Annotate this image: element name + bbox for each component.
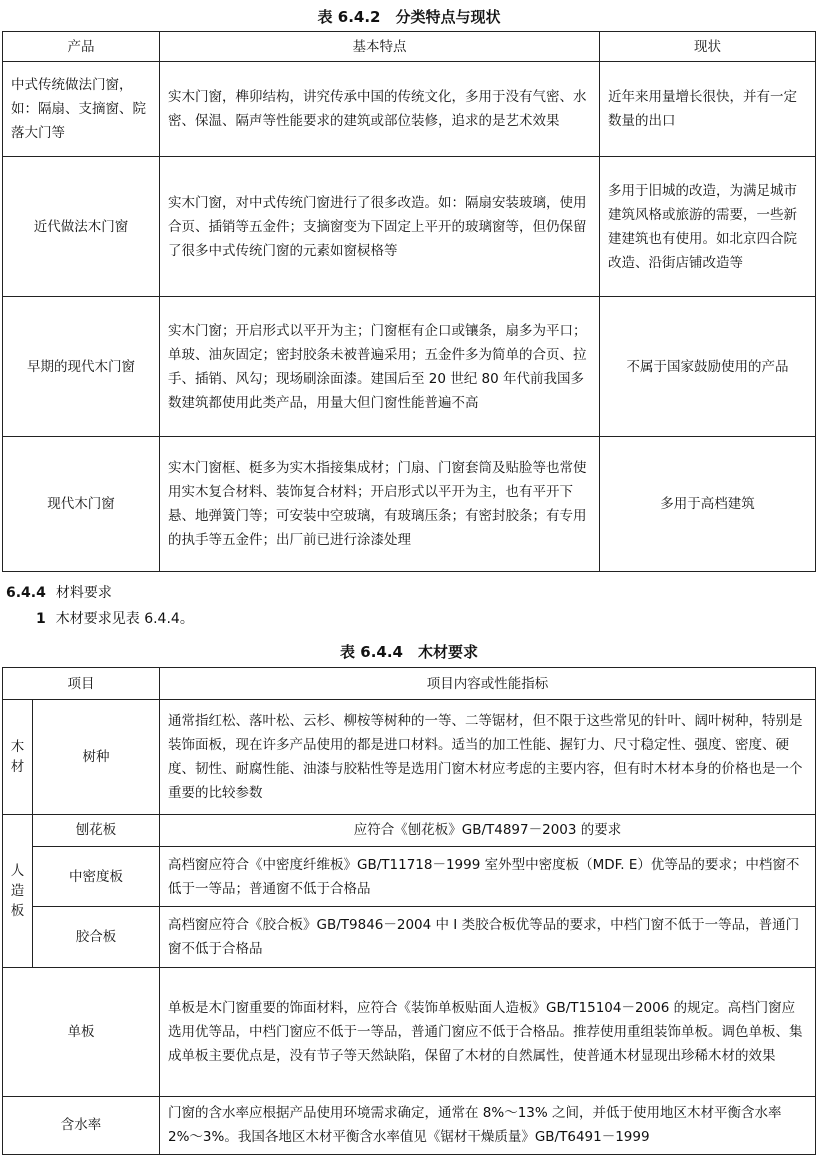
item-number: 1	[36, 611, 46, 627]
content-cell: 高档窗应符合《胶合板》GB/T9846－2004 中 I 类胶合板优等品的要求，中档门窗不低于一等品，普通门窗不低于合格品	[160, 907, 816, 967]
table-row	[3, 437, 816, 572]
header-item: 项目	[3, 668, 160, 700]
header-status: 现状	[600, 32, 816, 62]
classification-table	[2, 31, 816, 572]
wood-requirements-table	[2, 667, 816, 1155]
table-row	[3, 907, 816, 967]
table-row	[3, 967, 816, 1096]
item-cell: 中密度板	[33, 847, 160, 907]
item-cell: 胶合板	[33, 907, 160, 967]
item-cell: 刨花板	[33, 814, 160, 846]
header-product: 产品	[3, 32, 160, 62]
status-cell: 近年来用量增长很快，并有一定数量的出口	[600, 62, 816, 157]
features-cell: 实木门窗框、梃多为实木指接集成材；门扇、门窗套筒及贴脸等也常使用实木复合材料、装饰复合材料；开启形式以平开为主，也有平开下悬、地弹簧门等；可安装中空玻璃，有玻璃压条；有密封胶条；有专用的执手等五金件；出厂前已进行涂漆处理	[160, 437, 600, 572]
features-cell: 实木门窗，榫卯结构，讲究传承中国的传统文化，多用于没有气密、水密、保温、隔声等性能要求的建筑或部位装修，追求的是艺术效果	[160, 62, 600, 157]
status-cell: 多用于旧城的改造，为满足城市建筑风格或旅游的需要，一些新建建筑也有使用。如北京四合院改造、沿街店铺改造等	[600, 157, 816, 297]
features-cell: 实木门窗；开启形式以平开为主；门窗框有企口或镶条，扇多为平口；单玻、油灰固定；密封胶条未被普遍采用；五金件多为简单的合页、拉手、插销、风勾；现场刷涂面漆。建国后至 20 世纪 80 年代前我国多数建筑都使用此类产品，用量大但门窗性能普遍不高	[160, 297, 600, 437]
content-cell: 应符合《刨花板》GB/T4897－2003 的要求	[160, 814, 816, 846]
table-row	[3, 157, 816, 297]
group-wood-label: 木材	[3, 700, 33, 815]
table-row	[3, 1096, 816, 1154]
section-item	[36, 609, 194, 629]
item-cell: 单板	[3, 967, 160, 1096]
item-text: 木材要求见表 6.4.4。	[55, 611, 194, 627]
table-1-title: 表 6.4.2 分类特点与现状	[317, 8, 501, 26]
table-row	[3, 297, 816, 437]
table-row	[3, 847, 816, 907]
content-cell: 通常指红松、落叶松、云杉、柳桉等树种的一等、二等锯材，但不限于这些常见的针叶、阔叶树种，特别是装饰面板，现在许多产品使用的都是进口材料。适当的加工性能、握钉力、尺寸稳定性、强度、密度、硬度、韧性、耐腐性能、油漆与胶粘性等是选用门窗木材应考虑的主要内容，但有时木材本身的价格也是一个重要的比较参数	[160, 700, 816, 815]
content-cell: 高档窗应符合《中密度纤维板》GB/T11718－1999 室外型中密度板（MDF. E）优等品的要求；中档窗不低于一等品；普通窗不低于合格品	[160, 847, 816, 907]
table-row	[3, 62, 816, 157]
group-board-label: 人造板	[3, 814, 33, 967]
features-cell: 实木门窗，对中式传统门窗进行了很多改造。如：隔扇安装玻璃，使用合页、插销等五金件；支摘窗变为下固定上平开的玻璃窗等，但仍保留了很多中式传统门窗的元素如窗棂格等	[160, 157, 600, 297]
content-cell: 门窗的含水率应根据产品使用环境需求确定，通常在 8%～13% 之间，并低于使用地区木材平衡含水率 2%～3%。我国各地区木材平衡含水率值见《锯材干燥质量》GB/T6491－1999	[160, 1096, 816, 1154]
product-cell: 中式传统做法门窗，如：隔扇、支摘窗、院落大门等	[3, 62, 160, 157]
content-cell: 单板是木门窗重要的饰面材料，应符合《装饰单板贴面人造板》GB/T15104－2006 的规定。高档门窗应选用优等品，中档门窗应不低于一等品，普通门窗应不低于合格品。推荐使用重组装饰单板。调色单板、集成单板主要优点是，没有节子等天然缺陷，保留了木材的自然属性，使普通木材显现出珍稀木材的效果	[160, 967, 816, 1096]
section-title: 材料要求	[55, 585, 112, 601]
status-cell: 多用于高档建筑	[600, 437, 816, 572]
status-cell: 不属于国家鼓励使用的产品	[600, 297, 816, 437]
product-cell: 早期的现代木门窗	[3, 297, 160, 437]
header-features: 基本特点	[160, 32, 600, 62]
header-content: 项目内容或性能指标	[160, 668, 816, 700]
section-heading	[6, 583, 112, 603]
product-cell: 近代做法木门窗	[3, 157, 160, 297]
table-row	[3, 814, 816, 846]
table-row	[3, 700, 816, 815]
product-cell: 现代木门窗	[3, 437, 160, 572]
item-cell: 含水率	[3, 1096, 160, 1154]
table-2-title: 表 6.4.4 木材要求	[340, 643, 478, 661]
item-cell: 树种	[33, 700, 160, 815]
section-number: 6.4.4	[6, 585, 46, 601]
